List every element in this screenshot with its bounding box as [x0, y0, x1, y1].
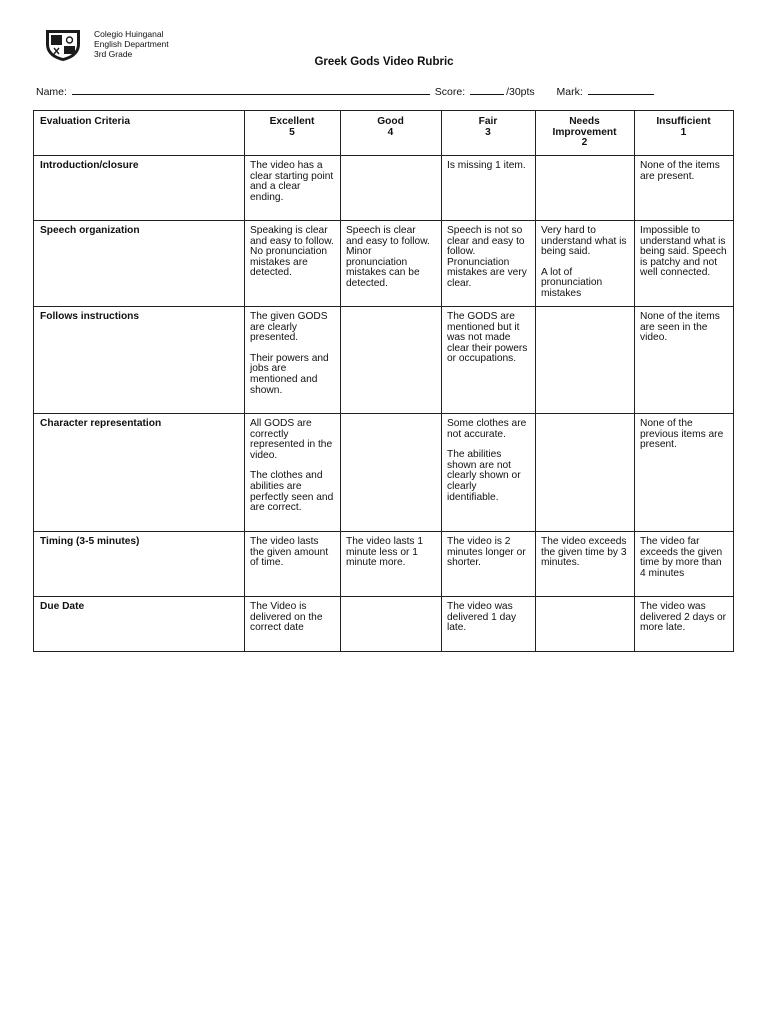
- descriptor-cell-fair: [442, 221, 536, 307]
- descriptor-text: A lot of pronunciation mistakes: [541, 266, 603, 299]
- table-row: [34, 597, 734, 652]
- rubric-table: [33, 110, 734, 652]
- header-cell-excellent: [245, 111, 341, 156]
- header-label: Excellent: [269, 116, 315, 127]
- mark-label: Mark:: [556, 86, 583, 98]
- student-info-line: [36, 84, 656, 98]
- descriptor-text: The video was delivered 1 day late.: [447, 601, 517, 634]
- header-label: Evaluation Criteria: [40, 116, 131, 127]
- descriptor-cell-needs-improvement: [536, 414, 635, 532]
- descriptor-cell-good: [341, 414, 442, 532]
- descriptor-text: Speaking is clear and easy to follow. No pronunciation mistakes are detected.: [250, 225, 334, 279]
- header-label: Good: [377, 116, 404, 127]
- header-cell-fair: [442, 111, 536, 156]
- descriptor-cell-fair: [442, 597, 536, 652]
- descriptor-cell-needs-improvement: [536, 156, 635, 221]
- header-cell-good: [341, 111, 442, 156]
- header-score: 4: [387, 126, 394, 138]
- descriptor-cell-fair: [442, 156, 536, 221]
- descriptor-cell-excellent: [245, 414, 341, 532]
- score-label: Score:: [434, 86, 466, 98]
- table-row: [34, 414, 734, 532]
- header-cell-needs-improvement: [536, 111, 635, 156]
- document-title: Greek Gods Video Rubric: [314, 56, 454, 68]
- descriptor-text: Some clothes are not accurate.: [447, 418, 527, 440]
- descriptor-cell-insufficient: [635, 532, 734, 597]
- header-label: Insufficient: [656, 116, 711, 127]
- header-cell-insufficient: [635, 111, 734, 156]
- department-name: English Department: [94, 39, 169, 49]
- descriptor-text: The video lasts 1 minute less or 1 minute more.: [346, 536, 424, 569]
- header-label: Fair: [478, 116, 498, 127]
- descriptor-text: Impossible to understand what is being said. Speech is patchy and not well connected.: [640, 225, 727, 279]
- descriptor-cell-excellent: [245, 597, 341, 652]
- descriptor-cell-fair: [442, 532, 536, 597]
- descriptor-cell-insufficient: [635, 307, 734, 414]
- criteria-cell: Follows instructions: [34, 307, 245, 414]
- descriptor-cell-excellent: [245, 221, 341, 307]
- school-name: Colegio Huinganal: [94, 29, 164, 39]
- descriptor-text: The given GODS are clearly presented.: [250, 311, 328, 344]
- descriptor-text: The GODS are mentioned but it was not made clear their powers or occupations.: [447, 311, 528, 365]
- descriptor-text: The Video is delivered on the correct date: [250, 601, 323, 634]
- descriptor-text: The abilities shown are not clearly shown or clearly identifiable.: [447, 449, 521, 503]
- header-cell-criteria: [34, 111, 245, 156]
- header-score: 1: [680, 126, 687, 138]
- descriptor-text: Speech is not so clear and easy to follow. Pronunciation mistakes are very clear.: [447, 225, 527, 289]
- descriptor-text: The video is 2 minutes longer or shorter.: [447, 536, 526, 569]
- descriptor-text: Their powers and jobs are mentioned and shown.: [250, 352, 329, 396]
- descriptor-cell-insufficient: [635, 156, 734, 221]
- criteria-cell: Introduction/closure: [34, 156, 245, 221]
- table-row: [34, 307, 734, 414]
- score-suffix: /30pts: [506, 86, 535, 98]
- descriptor-text: None of the items are seen in the video.: [640, 311, 720, 344]
- descriptor-cell-good: [341, 532, 442, 597]
- descriptor-cell-fair: [442, 307, 536, 414]
- descriptor-text: All GODS are correctly represented in the video.: [250, 418, 333, 461]
- school-info: [94, 29, 169, 59]
- header-score: 2: [581, 137, 588, 149]
- descriptor-text: The video lasts the given amount of time.: [250, 536, 329, 569]
- descriptor-cell-needs-improvement: [536, 532, 635, 597]
- descriptor-text: The video exceeds the given time by 3 minutes.: [541, 536, 627, 569]
- descriptor-cell-good: [341, 156, 442, 221]
- score-blank[interactable]: [470, 84, 504, 95]
- descriptor-cell-good: [341, 221, 442, 307]
- header-score: 3: [485, 126, 491, 138]
- descriptor-cell-excellent: [245, 532, 341, 597]
- descriptor-cell-excellent: [245, 156, 341, 221]
- descriptor-text: The clothes and abilities are perfectly seen and are correct.: [250, 470, 334, 514]
- descriptor-cell-needs-improvement: [536, 597, 635, 652]
- table-row: [34, 221, 734, 307]
- descriptor-text: The video was delivered 2 days or more late.: [640, 601, 727, 634]
- descriptor-cell-needs-improvement: [536, 307, 635, 414]
- name-label: Name:: [36, 86, 67, 98]
- name-blank[interactable]: [72, 84, 430, 95]
- table-row: [34, 532, 734, 597]
- descriptor-cell-needs-improvement: [536, 221, 635, 307]
- criteria-cell: Character representation: [34, 414, 245, 532]
- descriptor-cell-good: [341, 307, 442, 414]
- descriptor-text: Speech is clear and easy to follow. Minor pronunciation mistakes can be detected.: [346, 225, 430, 289]
- mark-blank[interactable]: [588, 84, 654, 95]
- descriptor-cell-excellent: [245, 307, 341, 414]
- header-label: Needs Improvement: [552, 116, 617, 138]
- descriptor-cell-insufficient: [635, 221, 734, 307]
- descriptor-text: None of the items are present.: [640, 160, 720, 182]
- descriptor-text: The video has a clear starting point and a clear ending.: [250, 160, 334, 203]
- criteria-cell: Due Date: [34, 597, 245, 652]
- criteria-cell: Speech organization: [34, 221, 245, 307]
- table-row: [34, 156, 734, 221]
- descriptor-cell-insufficient: [635, 414, 734, 532]
- criteria-cell: Timing (3-5 minutes): [34, 532, 245, 597]
- descriptor-cell-insufficient: [635, 597, 734, 652]
- descriptor-text: Very hard to understand what is being said.: [541, 225, 627, 258]
- descriptor-cell-fair: [442, 414, 536, 532]
- grade-name: 3rd Grade: [94, 49, 133, 59]
- header-row: [34, 111, 734, 156]
- descriptor-text: The video far exceeds the given time by more than 4 minutes: [640, 536, 723, 579]
- descriptor-text: None of the previous items are present.: [640, 418, 724, 451]
- rubric-body: [34, 156, 734, 652]
- descriptor-text: Is missing 1 item.: [447, 160, 526, 171]
- header-score: 5: [289, 126, 295, 138]
- descriptor-cell-good: [341, 597, 442, 652]
